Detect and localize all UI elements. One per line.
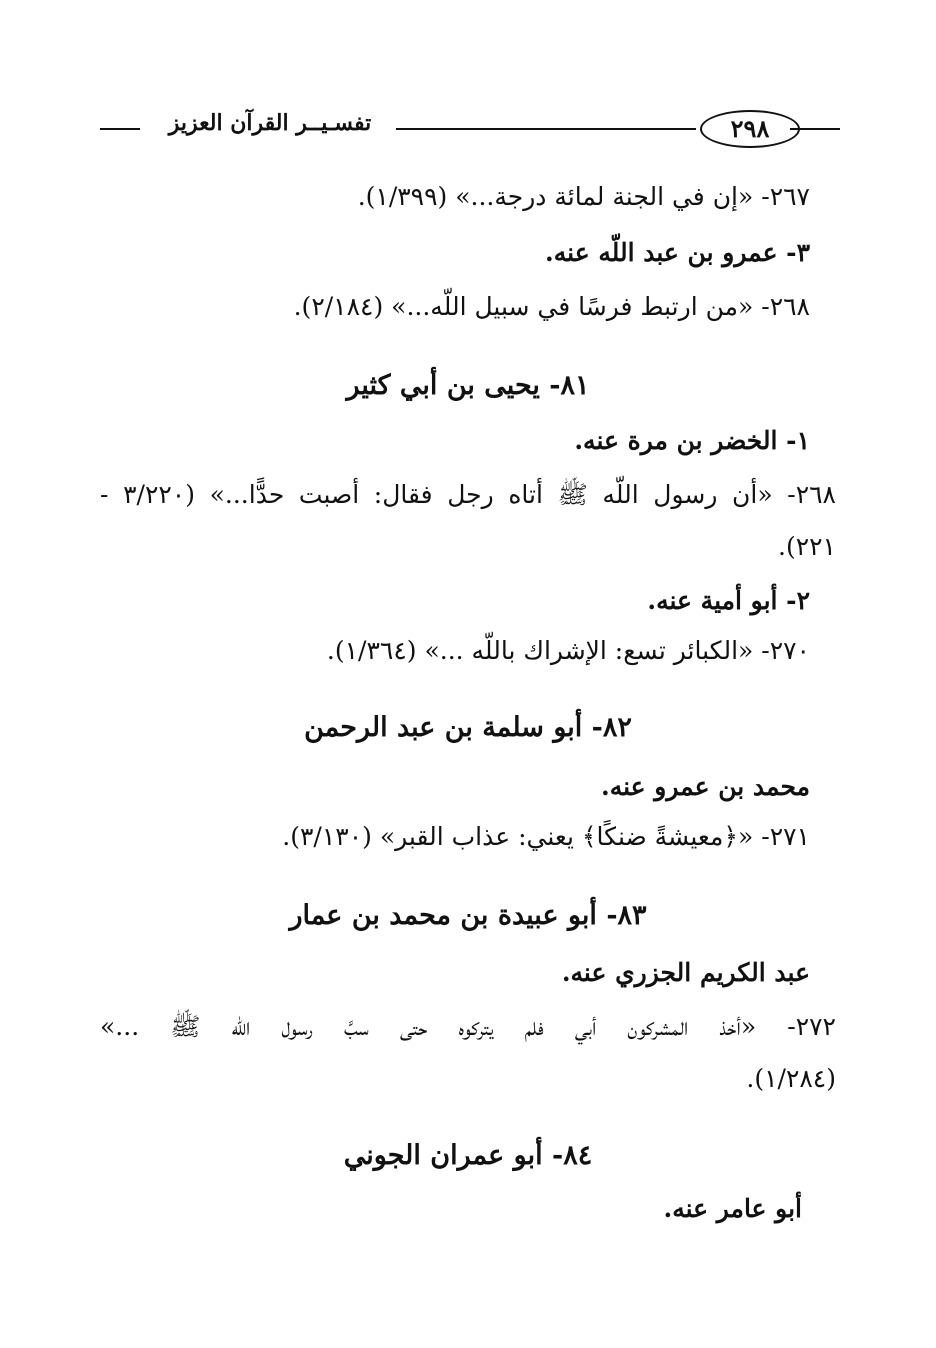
narrator-muhammad-ibn-amr: محمد بن عمرو عنه. — [600, 772, 810, 801]
entry-268a: ٢٦٨- «من ارتبط فرسًا في سبيل اللّه...» (٢/١٨٤). — [293, 292, 810, 321]
entry-267: ٢٦٧- «إن في الجنة لمائة درجة...» (١/٣٩٩). — [357, 182, 810, 211]
narrator-abu-umayya: ٢- أبو أمية عنه. — [647, 586, 810, 615]
entry-272: ٢٧٢- «أخذ المشركون أبي فلم يتركوه حتى سبَّ رسول اللّه ﷺ ...» — [100, 1012, 836, 1041]
section-heading-81: ٨١- يحيى بن أبي كثير — [346, 370, 590, 401]
page-number: ٢٩٨ — [700, 110, 800, 148]
header-rule-middle — [396, 128, 696, 130]
entry-268b-continued: ٢٢١). — [778, 532, 836, 561]
entry-272-continued: (١/٢٨٤). — [746, 1064, 836, 1093]
narrator-amr: ٣- عمرو بن عبد اللّه عنه. — [545, 238, 810, 267]
section-heading-83: ٨٣- أبو عبيدة بن محمد بن عمار — [289, 900, 647, 931]
entry-270: ٢٧٠- «الكبائر تسع: الإشراك باللّه ...» (١/٣٦٤). — [326, 636, 810, 665]
narrator-abd-al-karim: عبد الكريم الجزري عنه. — [561, 958, 810, 987]
section-heading-82: ٨٢- أبو سلمة بن عبد الرحمن — [304, 712, 632, 743]
narrator-khidr: ١- الخضر بن مرة عنه. — [574, 426, 810, 455]
header-rule-left — [100, 128, 140, 130]
entry-271: ٢٧١- «﴿معيشةً ضنكًا﴾ يعني: عذاب القبر» (٣/١٣٠). — [282, 822, 810, 851]
header-rule-right — [790, 128, 840, 130]
running-title: تفسـيــر القرآن العزيز — [168, 110, 372, 136]
page-header — [100, 108, 840, 152]
entry-268b: ٢٦٨- «أن رسول اللّه ﷺ أتاه رجل فقال: أصبت حدًّا...» (٣/٢٢٠ - — [100, 480, 836, 509]
narrator-abu-amir: أبو عامر عنه. — [663, 1194, 802, 1223]
section-heading-84: ٨٤- أبو عمران الجوني — [343, 1140, 593, 1171]
